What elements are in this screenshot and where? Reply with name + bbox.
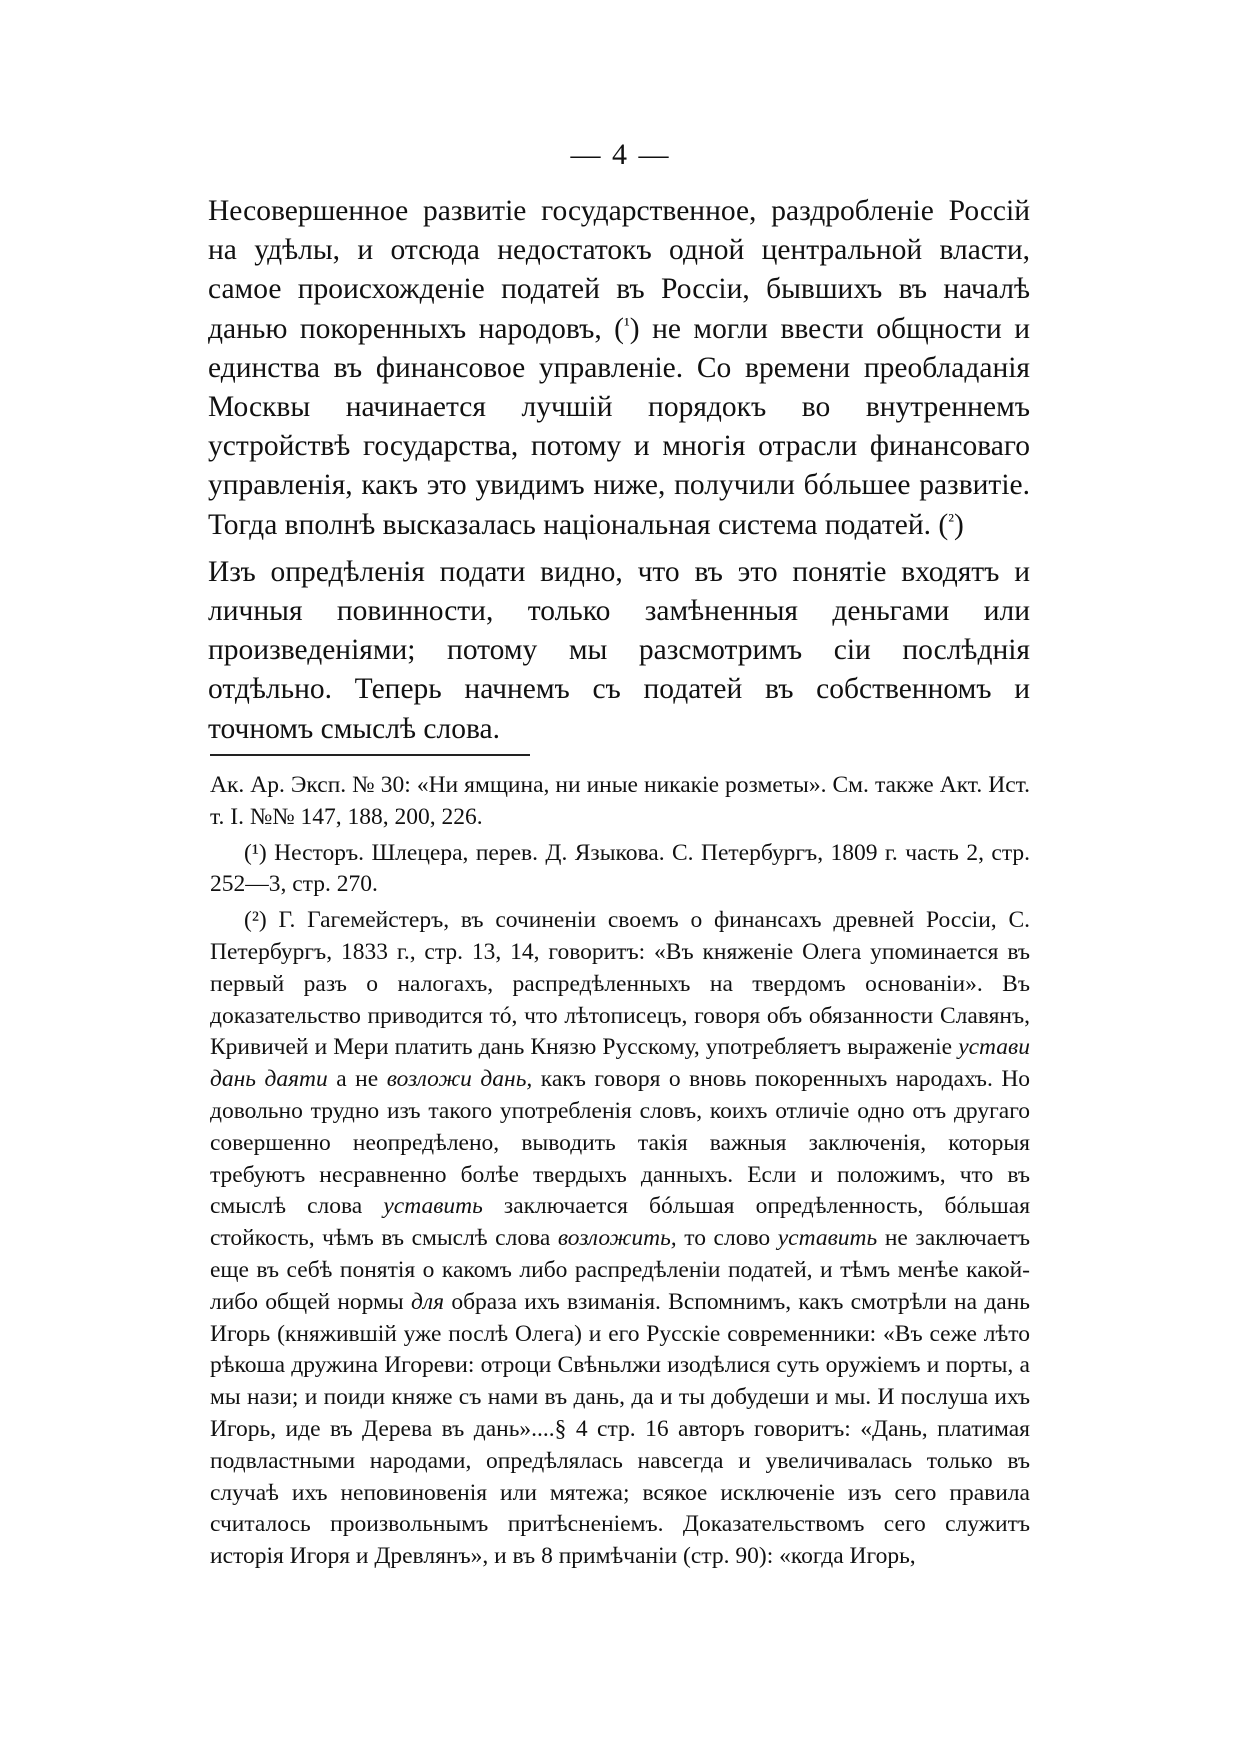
footnote-ref-1: ¹	[624, 313, 630, 335]
footnote-2-mark: (²)	[244, 907, 267, 934]
main-paragraph-1: Несовершенное развитіе государственное, раздробленіе Россій на удѣлы, и отсюда недостатокъ одной центральной власти, самое происхожденіе податей въ Россіи, бывшихъ въ началѣ данью покоренныхъ народовъ, ($^{^1}$) не могли ввести общности и единства въ финансовое управленіе. Со времени преобладанія Москвы начинается лучшій порядокъ во внутреннемъ устройствѣ государства, потому и многія отрасли финансоваго управленія, какъ это увидимъ ниже, получили бóльшее развитіе. Тогда вполнѣ высказалась національная система податей. ($^{^2}$)	[208, 195, 1031, 541]
footnote-divider	[210, 754, 530, 756]
footnote-1-mark: (¹)	[244, 839, 267, 866]
footnote-1-text: Несторъ. Шлецера, перев. Д. Языкова. С. Петербургъ, 1809 г. часть 2, стр. 252—3, стр. 270.	[210, 839, 1030, 898]
main-paragraph-2: Изъ опредѣленія подати видно, что въ это понятіе входятъ и личныя повинности, только замѣненныя деньгами или произведеніями; потому мы разсмотримъ сіи послѣднія отдѣльно. Теперь начнемъ съ податей въ собственномъ и точномъ смыслѣ слова.	[208, 555, 1030, 745]
footnote-1	[210, 838, 1030, 902]
page-number: — 4 —	[570, 138, 671, 171]
footnote-2: (²) Г. Гагемейстеръ, въ сочиненіи своемъ о финансахъ древней Россіи, С. Петербургъ, 1833 г., стр. 13, 14, говоритъ: «Въ княженіе Олега упоминается въ первый разъ о налогахъ, распредѣленныхъ на твердомъ основаніи». Въ доказательство приводится тó, что лѣтописецъ, говоря объ обязанности Славянъ, Кривичей и Мери платить дань Князю Русскому, употребляетъ выраженіе устави дань даяти а не возложи дань, какъ говоря о вновь покоренныхъ народахъ. Но довольно трудно изъ такого употребленія словъ, коихъ отличіе одно отъ другаго совершенно неопредѣлено, выводить такія важныя заключенія, которыя требуютъ несравненно болѣе твердыхъ данныхъ. Если и положимъ, что въ смыслѣ слова уставить заключается бóльшая опредѣленность, бóльшая стойкость, чѣмъ въ смыслѣ слова возложить, то слово уставить не заключаетъ еще въ себѣ понятія о какомъ либо распредѣленіи податей, и тѣмъ менѣе какой-либо общей нормы для образа ихъ взиманія. Вспомнимъ, какъ смотрѣли на дань Игорь (княжившій уже послѣ Олега) и его Русскіе современники: «Въ сеже лѣто рѣкоша дружина Игореви: отроци Свѣньлжи изодѣлися суть оружіемъ и порты, а мы нази; и поиди княже съ нами въ дань, да и ты добудеши и мы. И послуша ихъ Игорь, иде въ Дерева въ дань»....§ 4 стр. 16 авторъ говоритъ: «Дань, платимая подвластными народами, опредѣлялась навсегда и увеличивалась только въ случаѣ ихъ неповиновенія или мятежа; всякое исключеніе изъ сего правила считалось произвольнымъ притѣсненіемъ. Доказательствомъ сего служитъ исторія Игоря и Древлянъ», и въ 8 примѣчаніи (стр. 90): «когда Игорь,	[210, 907, 1031, 1570]
footnote-ref-2: ²	[948, 509, 954, 531]
footnotes	[210, 770, 1030, 1573]
footnote-continuation: Ак. Ар. Эксп. № 30: «Ни ямщина, ни иные никакіе розметы». См. также Акт. Ист. т. I. №№ 147, 188, 200, 226.	[210, 772, 1030, 830]
main-text	[208, 192, 1030, 749]
